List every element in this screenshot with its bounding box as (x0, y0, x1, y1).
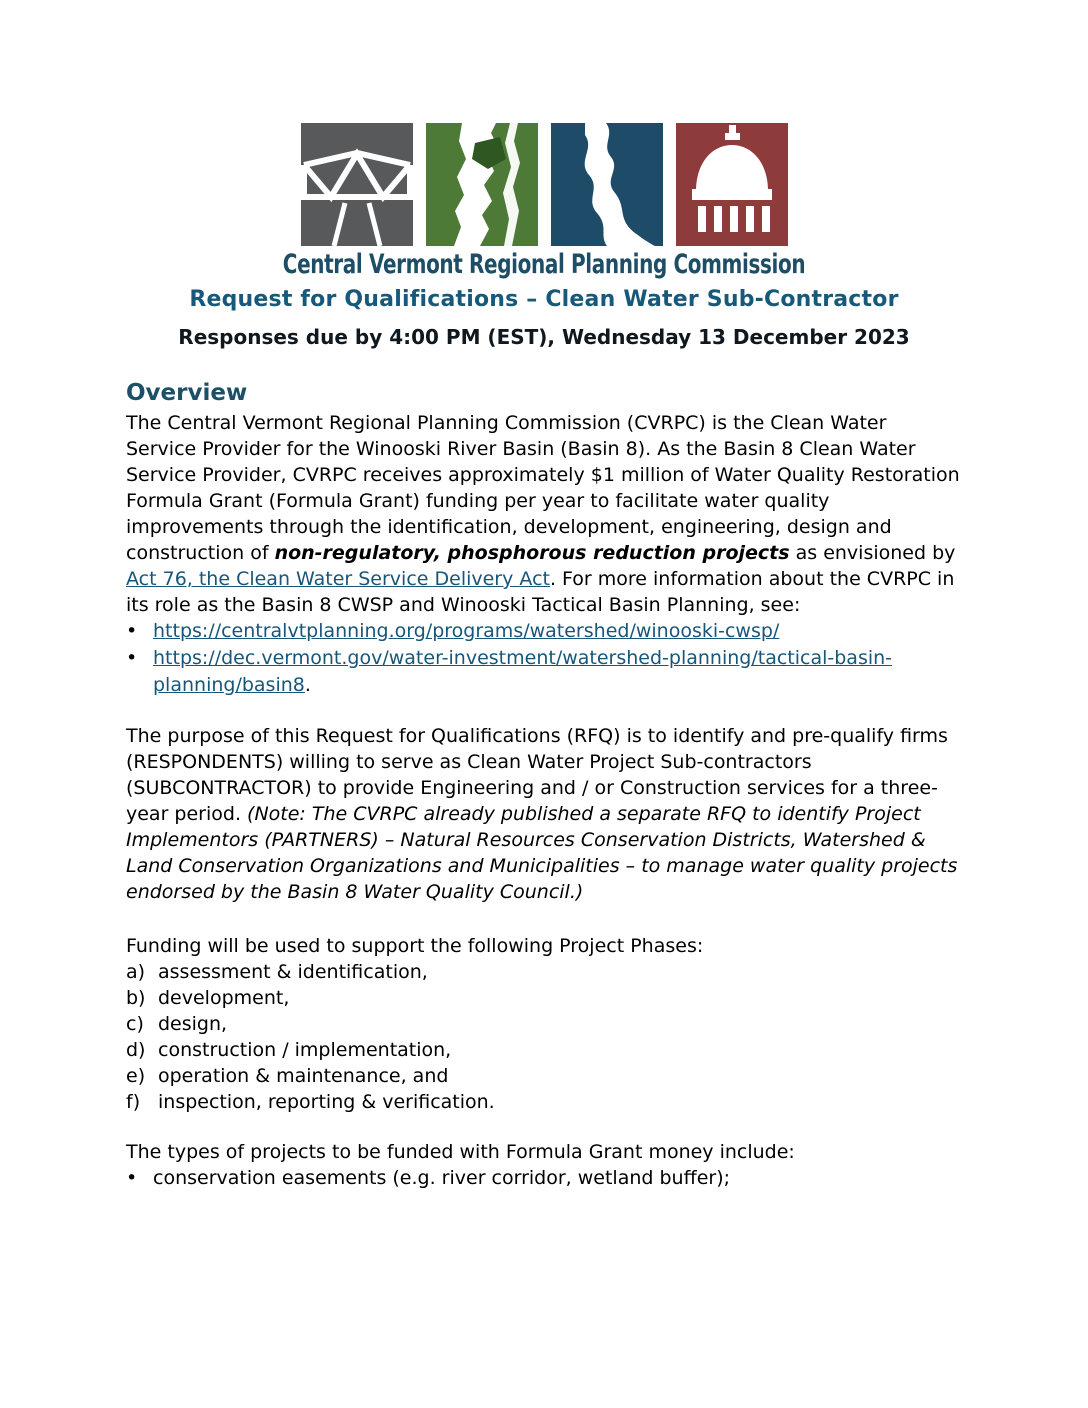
winooski-cwsp-link[interactable]: https://centralvtplanning.org/programs/watershed/winooski-cwsp/ (153, 620, 780, 642)
reference-links-list (126, 618, 962, 699)
paragraph-text: as envisioned by (789, 542, 956, 564)
list-text: construction / implementation, (158, 1039, 452, 1061)
document-title: Request for Qualifications – Clean Water Sub-Contractor (189, 287, 899, 312)
list-text: conservation easements (e.g. river corridor, wetland buffer); (153, 1167, 731, 1189)
logo-panels (0, 123, 1088, 246)
bullet-glyph: • (126, 620, 138, 642)
paragraph-text: The Central Vermont Regional Planning Commission (CVRPC) is the Clean Water Service Provider for the Winooski River Basin (Basin 8). As the Basin 8 Clean Water Service Provider, CVRPC receives approximately $1 million of Water Quality Restoration Formula Grant (Formula Grant) funding per year to facilitate water quality improvements through the identification, development, engineering, design and construction of (126, 412, 960, 564)
basin8-planning-link[interactable]: https://dec.vermont.gov/water-investment/watershed-planning/tactical-basin-planning/basin8 (153, 647, 893, 696)
list-text: design, (158, 1013, 228, 1035)
bridge-icon (301, 123, 413, 246)
act76-link[interactable]: Act 76, the Clean Water Service Delivery Act (126, 568, 550, 590)
list-marker: e) (126, 1065, 146, 1087)
list-text: inspection, reporting & verification. (158, 1091, 495, 1113)
list-text: assessment & identification, (158, 961, 428, 983)
capitol-dome-icon (676, 123, 788, 246)
list-item (126, 645, 962, 699)
river-icon (551, 123, 663, 246)
list-text: development, (158, 987, 290, 1009)
list-text: operation & maintenance, and (158, 1065, 449, 1087)
list-item (126, 985, 962, 1011)
funding-intro: Funding will be used to support the following Project Phases: (126, 935, 704, 957)
overview-paragraph-1 (126, 410, 962, 618)
paragraph-text: . For more information about the CVRPC in its role as the Basin 8 CWSP and Winooski Tactical Basin Planning, see: (126, 568, 955, 616)
note-italic-text: (Note: The CVRPC already published a separate RFQ to identify Project Implementors (PARTNERS) – Natural Resources Conservation Districts, Watershed & Land Conservation Organizations and Municipalities – to manage water quality projects endorsed by the Basin 8 Water Quality Council.) (126, 803, 958, 903)
list-marker: f) (126, 1091, 141, 1113)
emphasis-phrase: non-regulatory, phosphorous reduction projects (274, 542, 790, 564)
list-marker: b) (126, 987, 146, 1009)
list-item (126, 1037, 962, 1063)
purpose-paragraph (126, 723, 962, 905)
list-marker: a) (126, 961, 146, 983)
list-marker: d) (126, 1039, 146, 1061)
list-marker: c) (126, 1013, 144, 1035)
document-body (126, 380, 962, 1192)
overview-heading: Overview (126, 380, 248, 406)
bullet-glyph: • (126, 1167, 138, 1189)
cvrpc-logo (0, 0, 1088, 280)
project-types-list (126, 1165, 962, 1192)
project-phases-list (126, 959, 962, 1115)
paragraph-text: The purpose of this Request for Qualifications (RFQ) is to identify and pre-qualify firms (RESPONDENTS) willing to serve as Clean Water Project Sub-contractors (SUBCONTRACTOR) to provide Engineering and / or Construction services for a three-year period. (126, 725, 948, 825)
list-item (126, 1089, 962, 1115)
list-item (126, 1063, 962, 1089)
logo-wordmark: Central Vermont Regional Planning Commission (282, 249, 806, 280)
list-item (126, 1011, 962, 1037)
bullet-glyph: • (126, 647, 138, 669)
list-item (126, 618, 962, 645)
list-item (126, 959, 962, 985)
link-suffix: . (304, 674, 311, 696)
project-types-intro: The types of projects to be funded with Formula Grant money include: (126, 1141, 795, 1163)
deadline-line: Responses due by 4:00 PM (EST), Wednesday 13 December 2023 (178, 325, 910, 349)
list-item (126, 1165, 962, 1192)
vermont-map-icon (426, 123, 538, 246)
